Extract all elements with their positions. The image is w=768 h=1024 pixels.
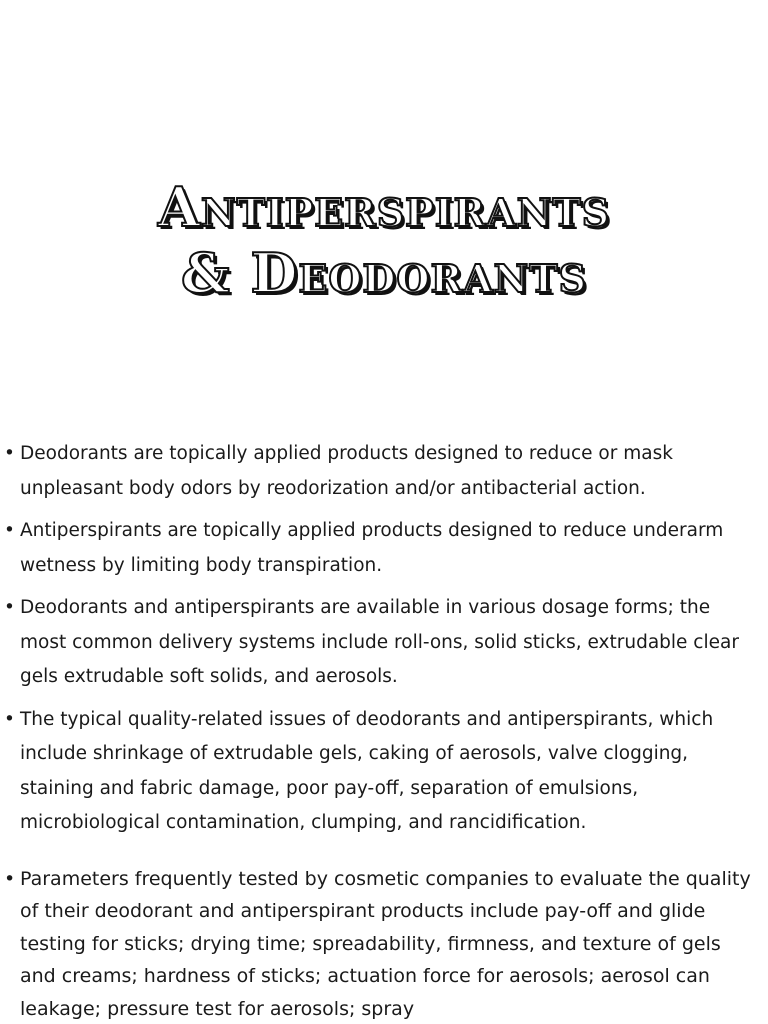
bullet-icon: • — [4, 708, 15, 730]
list-item — [0, 863, 768, 1024]
bullet-icon: • — [4, 520, 15, 541]
bullet-icon: • — [4, 867, 16, 890]
bullet-text: Deodorants are topically applied products designed to reduce or mask unpleasant body odors by reodorization and/or antibacterial action. — [20, 443, 673, 499]
title-line-1: Antiperspirants — [157, 175, 611, 240]
list-item — [0, 514, 768, 583]
page-title — [0, 174, 768, 306]
list-item — [0, 437, 768, 506]
bullet-icon: • — [4, 597, 15, 618]
bullet-text: Antiperspirants are topically applied products designed to reduce underarm wetness by limiting body transpiration. — [20, 520, 724, 576]
title-line-2: & Deodorants — [180, 241, 588, 306]
bullet-text: Parameters frequently tested by cosmetic companies to evaluate the quality of their deodorant and antiperspirant products include pay-off and glide testing for sticks; drying time; spreadability, firmness, and texture of gels and creams; hardness of sticks; actuation force for aerosols; aerosol can leakage; pressure test for aerosols; spray — [20, 867, 751, 1020]
list-item — [0, 703, 768, 841]
bullet-list — [0, 437, 768, 1024]
bullet-icon: • — [4, 443, 15, 464]
bullet-text: The typical quality-related issues of deodorants and antiperspirants, which include shrinkage of extrudable gels, caking of aerosols, valve clogging, staining and fabric damage, poor pay-off, separation of emulsions, microbiological contamination, clumping, and rancidification. — [20, 708, 714, 833]
bullet-text: Deodorants and antiperspirants are available in various dosage forms; the most common delivery systems include roll-ons, solid sticks, extrudable clear gels extrudable soft solids, and aerosols. — [20, 597, 739, 687]
list-item — [0, 591, 768, 695]
